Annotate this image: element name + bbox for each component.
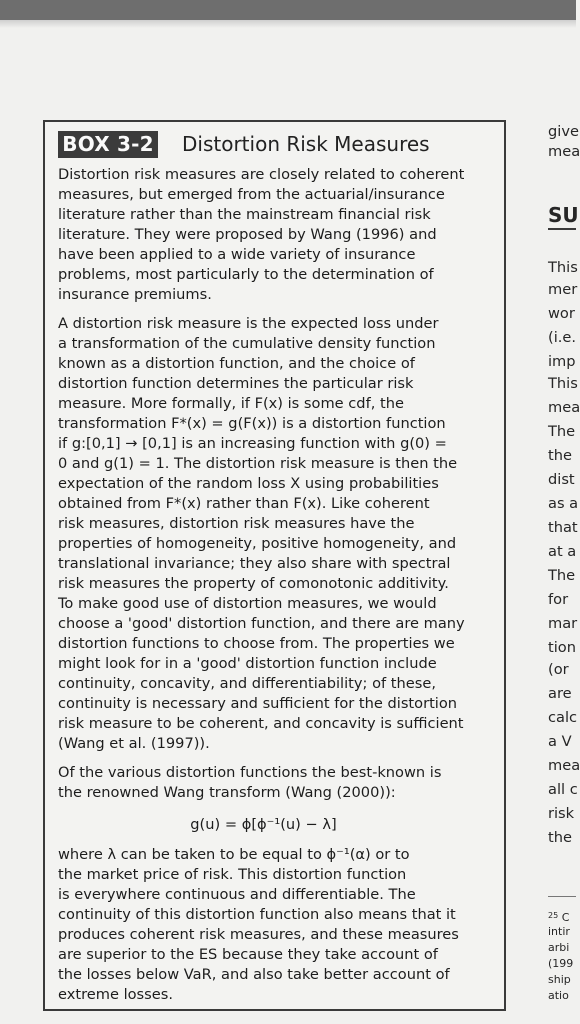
column-text-line: wor <box>548 305 575 322</box>
heading-rule <box>548 228 576 230</box>
column-text-line: as a <box>548 495 579 512</box>
column-text-line: The <box>548 423 576 440</box>
column-text-line: for <box>548 591 569 608</box>
box-body <box>58 165 503 1005</box>
footnote-number: 25 <box>548 911 559 920</box>
column-text-line: mer <box>548 281 578 298</box>
column-text-line: This <box>548 259 578 276</box>
column-text-line: dist <box>548 471 575 488</box>
column-text-line: that <box>548 519 578 536</box>
section-heading: SU <box>548 203 579 227</box>
column-text-line: (i.e. <box>548 329 577 346</box>
column-text-line: calc <box>548 709 578 726</box>
column-text-line: are <box>548 685 572 702</box>
column-text-line: the <box>548 829 572 846</box>
column-text-line: give <box>548 123 579 140</box>
column-text-line: all c <box>548 781 578 798</box>
column-text-line: mea <box>548 143 580 160</box>
footnote-line: (199 <box>548 957 574 970</box>
column-text-line: risk <box>548 805 575 822</box>
box-title: Distortion Risk Measures <box>182 132 430 156</box>
paragraph-wang-intro: Of the various distortion functions the best-known is the renowned Wang transform (Wang (2000)): <box>58 764 442 801</box>
footnote-line: ship <box>548 973 571 986</box>
column-text-line: (or <box>548 661 569 678</box>
column-text-line: This <box>548 375 578 392</box>
footnote-line: atio <box>548 989 569 1002</box>
footnote-line: arbi <box>548 941 570 954</box>
footnote-rule <box>548 896 576 897</box>
column-text-line: mar <box>548 615 578 632</box>
column-text-line: tion <box>548 639 576 656</box>
box-tag: BOX 3-2 <box>58 131 158 158</box>
paragraph-intro: Distortion risk measures are closely related to coherent measures, but emerged from the actuarial/insurance literature rather than the mainstream financial risk literature. They were proposed by Wang (1996) and have been applied to a wide variety of insurance problems, most particularly to the determination of insurance premiums. <box>58 166 465 303</box>
scan-top-edge <box>0 0 576 20</box>
footnote-line: intir <box>548 925 570 938</box>
column-text-line: mea <box>548 399 580 416</box>
adjacent-text-column <box>548 0 580 1024</box>
paragraph-definition: A distortion risk measure is the expected loss under a transformation of the cumulative density function known as a distortion function, and the choice of distortion function determines the particular risk measure. More formally, if F(x) is some cdf, the transformation F*(x) = g(F(x)) is a distortion function if g:[0,1] → [0,1] is an increasing function with g(0) = 0 and g(1) = 1. The distortion risk measure is then the expectation of the random loss X using probabilities obtained from F*(x) rather than F(x). Like coherent risk measures, distortion risk measures have the properties of homogeneity, positive homogeneity, and translational invariance; they also share with spectral risk measures the property of comonotonic additivity. To make good use of distortion measures, we would choose a 'good' distortion function, and there are many distortion functions to choose from. The properties we might look for in a 'good' distortion function include continuity, concavity, and differentiability; of these, continuity is necessary and sufficient for the distortion risk measure to be coherent, and concavity is sufficient (Wang et al. (1997)). <box>58 315 465 752</box>
column-text-line: The <box>548 567 576 584</box>
paragraph-wang-properties: where λ can be taken to be equal to ϕ⁻¹(α) or to the market price of risk. This distortion function is everywhere continuous and differentiable. The continuity of this distortion function also means that it produces coherent risk measures, and these measures are superior to the ES because they take account of the losses below VaR, and also take better account of extreme losses. <box>58 846 459 1003</box>
footnote-line: $^{25}$ C <box>548 911 570 924</box>
column-text-line: a V <box>548 733 572 750</box>
column-text-line: the <box>548 447 572 464</box>
column-text-line: at a <box>548 543 577 560</box>
column-text-line: mea <box>548 757 580 774</box>
page-shadow <box>0 20 576 28</box>
wang-transform-formula: g(u) = ϕ[ϕ⁻¹(u) − λ] <box>190 816 337 833</box>
sidebar-box <box>43 120 506 1011</box>
column-text-line: imp <box>548 353 576 370</box>
